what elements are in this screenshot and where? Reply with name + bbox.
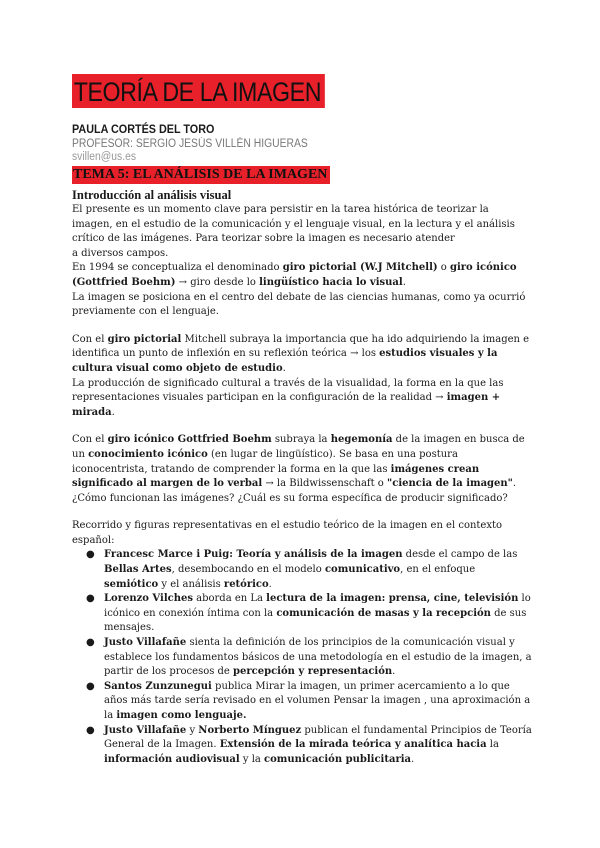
paragraph: La producción de significado cultural a través de la visualidad, la forma en la que las representaciones visuales participan en la configuración de la realidad → imagen + mirada. (72, 377, 504, 418)
paragraph: Con el giro pictorial Mitchell subraya la importancia que ha ido adquiriendo la imagen e identifica un punto de inflexión en su reflexión teórica → los estudios visuales y la cultura visual como objeto de estudio. (72, 333, 530, 374)
bullet-icon: ● (86, 724, 95, 736)
list-item: ● Lorenzo Vilches aborda en La lectura de la imagen: prensa, cine, televisión lo icónico en conexión íntima con la comunicación de masas y la recepción de sus mensajes. (86, 593, 531, 634)
paragraph: Con el giro icónico Gottfried Boehm subraya la hegemonía de la imagen en busca de un conocimiento icónico (en lugar de lingüístico). Se basa en una postura iconocentrista, tratando de comprender la forma en la que las imágenes crean significado al margen de lo verbal → la Bildwissenschaft o "ciencia de la imagen". ¿Cómo funcionan las imágenes? ¿Cuál es su forma específica de producir significado? (72, 434, 525, 504)
professor-line: PROFESOR: SERGIO JESÚS VILLÉN HIGUERAS (72, 138, 308, 150)
bullet-icon: ● (86, 680, 95, 692)
paragraph: Recorrido y figuras representativas en el estudio teórico de la imagen en el contexto español: (72, 520, 503, 546)
bullet-icon: ● (86, 637, 95, 649)
list-item: ● Justo Villafañe y Norberto Mínguez publican el fundamental Principios de Teoría General de la Imagen. Extensión de la mirada teórica y analítica hacia la información audiovisual y la comunicación publicitaria. (86, 724, 532, 765)
section-title: Introducción al análisis visual (72, 188, 232, 202)
bullet-icon: ● (86, 593, 95, 605)
body-text (72, 203, 532, 767)
figures-list (72, 548, 532, 767)
paragraph: La imagen se posiciona en el centro del debate de las ciencias humanas, como ya ocurrió previamente con el lenguaje. (72, 291, 526, 318)
tema-heading: TEMA 5: EL ANÁLISIS DE LA IMAGEN (72, 163, 532, 184)
email-link[interactable]: svillen@us.es (72, 151, 137, 163)
author-name: PAULA CORTÉS DEL TORO (72, 122, 215, 136)
bullet-icon: ● (86, 549, 95, 561)
paragraph: El presente es un momento clave para persistir en la tarea histórica de teorizar la imagen, en el estudio de la comunicación y el lenguaje visual, en la lectura y el análisis crítico de las imágenes. Para teorizar sobre la imagen es necesario atender a diversos campos. (72, 204, 515, 259)
list-item: ● Francesc Marce i Puig: Teoría y análisis de la imagen desde el campo de las Bellas Artes, desembocando en el modelo comunicativo, en el enfoque semiótico y el análisis retórico. (86, 549, 518, 590)
document-title: TEORÍA DE LA IMAGEN (72, 74, 532, 108)
list-item: ● Justo Villafañe sienta la definición de los principios de la comunicación visual y establece los fundamentos básicos de una metodología en el estudio de la imagen, a partir de los procesos de percepción y representación. (86, 637, 532, 678)
paragraph: En 1994 se conceptualiza el denominado giro pictorial (W.J Mitchell) o giro icónico (Gottfried Boehm) → giro desde lo lingüístico hacia lo visual. (72, 262, 517, 288)
list-item: ● Santos Zunzunegui publica Mirar la imagen, un primer acercamiento a lo que años más tarde sería revisado en el volumen Pensar la imagen , una aproximación a la imagen como lenguaje. (86, 680, 531, 721)
document-page (72, 74, 532, 767)
